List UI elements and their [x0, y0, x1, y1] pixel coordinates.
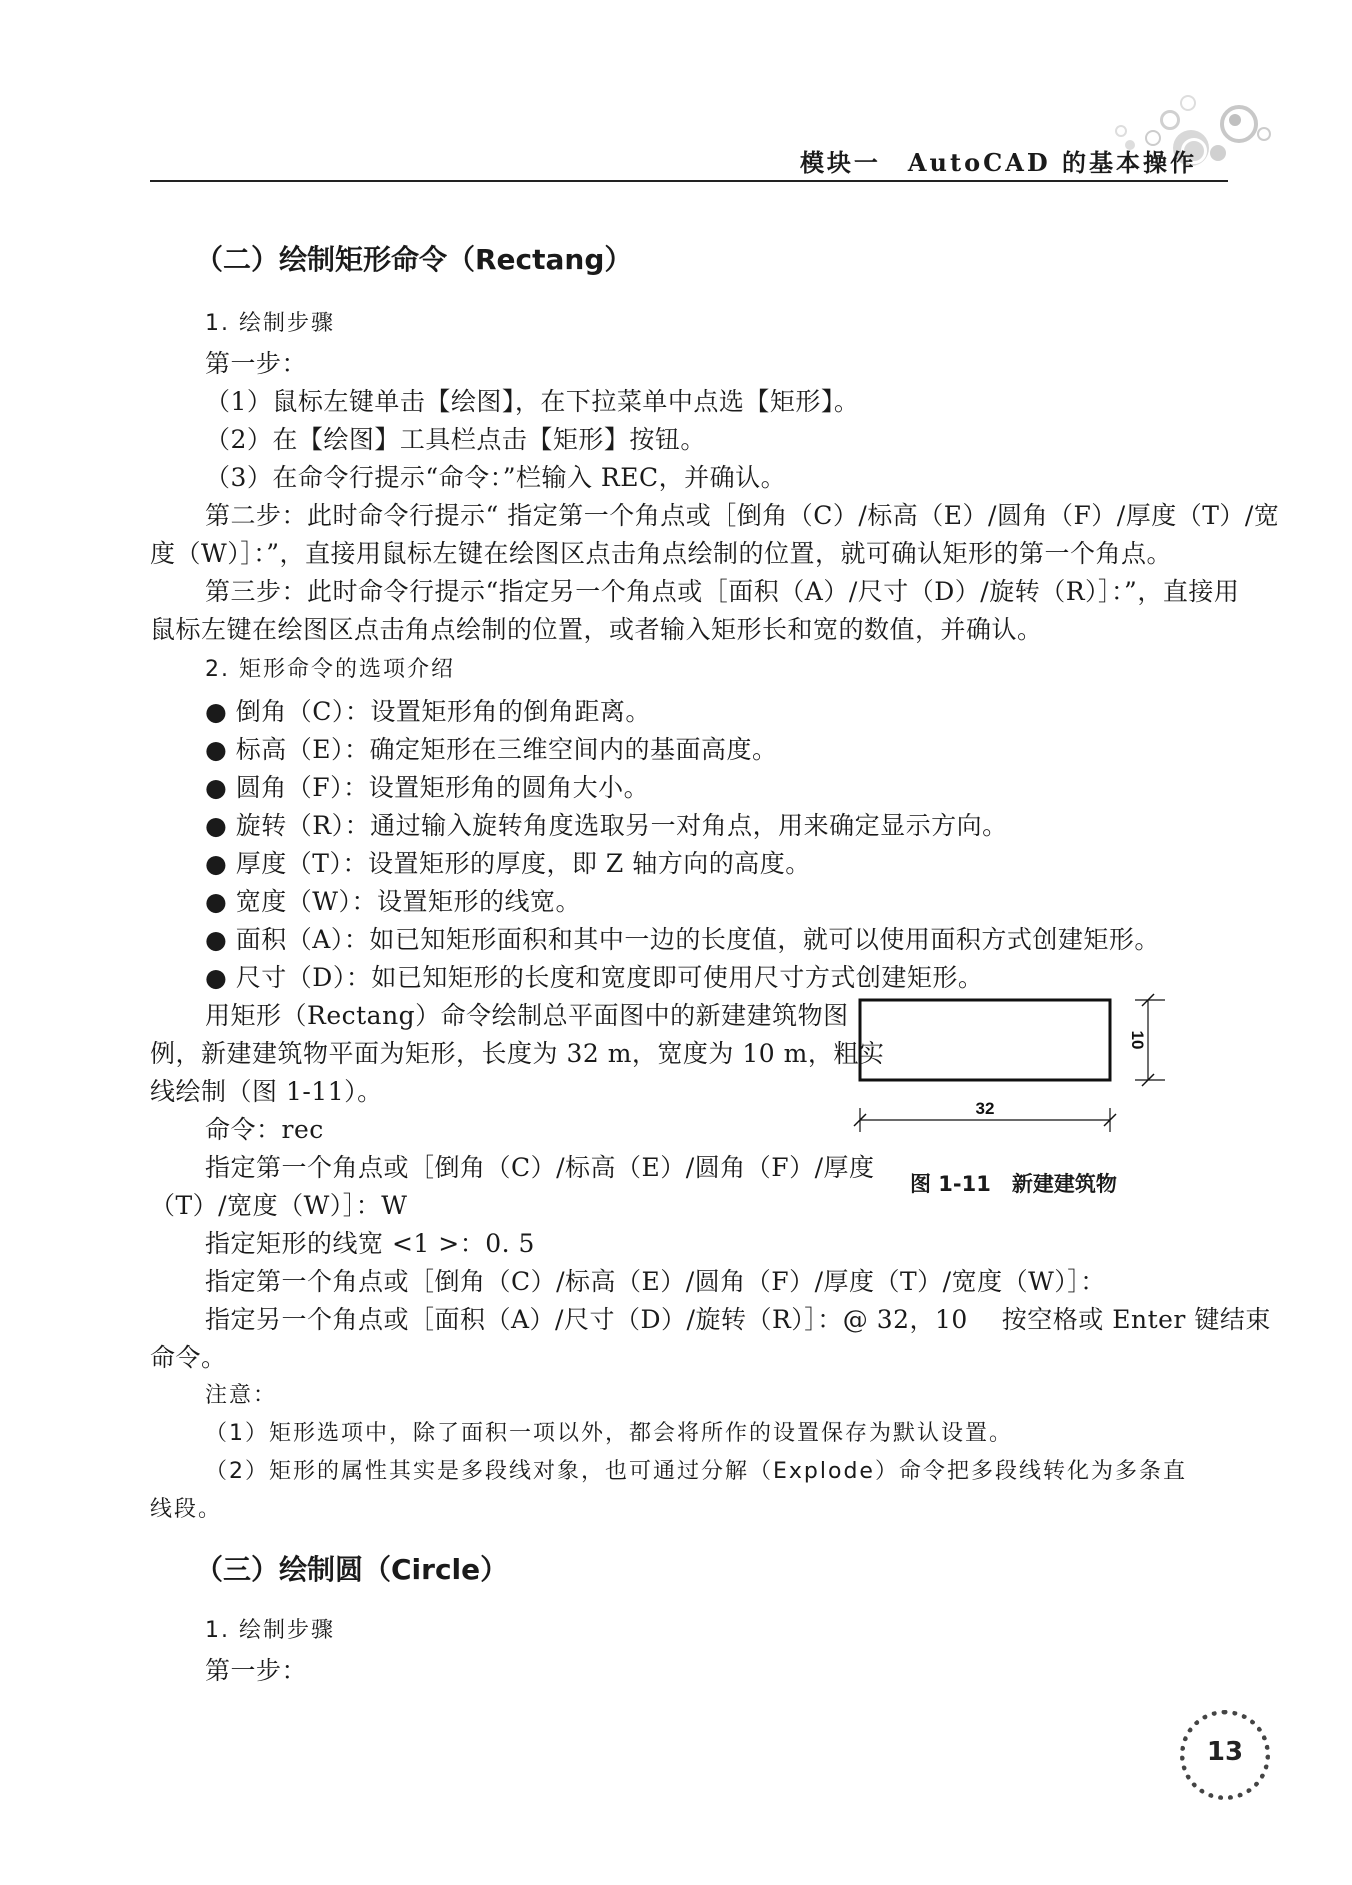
paragraph: （2）在【绘图】工具栏点击【矩形】按钮。 [205, 425, 706, 454]
header-title: 模块一 AutoCAD 的基本操作 [799, 148, 1197, 177]
bullet-icon: ● [205, 735, 228, 764]
note: （1）矩形选项中，除了面积一项以外，都会将所作的设置保存为默认设置。 [205, 1421, 1013, 1446]
bullet-icon: ● [205, 773, 228, 802]
list-item: ● 旋转（R）：通过输入旋转角度选取另一对角点，用来确定显示方向。 [205, 811, 1008, 840]
note: （2）矩形的属性其实是多段线对象，也可通过分解（Explode）命令把多段线转化为多条直 [205, 1459, 1187, 1484]
page-number: 13 [1206, 1737, 1244, 1767]
header-rule [150, 180, 1228, 182]
command-line: 指定另一个角点或［面积（A）/尺寸（D）/旋转（R）］：@ 32，10 按空格或 Enter 键结束 [205, 1305, 1271, 1334]
subheading: 1. 绘制步骤 [205, 311, 335, 336]
list-item: ● 面积（A）：如已知矩形面积和其中一边的长度值，就可以使用面积方式创建矩形。 [205, 925, 1160, 954]
paragraph: （1）鼠标左键单击【绘图】，在下拉菜单中点选【矩形】。 [205, 387, 860, 416]
paragraph: 用矩形（Rectang）命令绘制总平面图中的新建建筑物图 [205, 1001, 849, 1030]
bullet-icon: ● [205, 697, 228, 726]
paragraph: 第三步：此时命令行提示“指定另一个角点或［面积（A）/尺寸（D）/旋转（R）］：”，直接用 [205, 577, 1240, 606]
bullet-icon: ● [205, 811, 228, 840]
command-line: 指定第一个角点或［倒角（C）/标高（E）/圆角（F）/厚度 [205, 1153, 875, 1182]
command-line: （T）/宽度（W）］：W [150, 1191, 408, 1220]
width-label: 32 [975, 1099, 995, 1118]
list-item: ● 尺寸（D）：如已知矩形的长度和宽度即可使用尺寸方式创建矩形。 [205, 963, 984, 992]
bullet-icon: ● [205, 849, 228, 878]
paragraph: 度（W）］：”，直接用鼠标左键在绘图区点击角点绘制的位置，就可确认矩形的第一个角点。 [150, 539, 1172, 568]
figure-1-11 [850, 990, 1190, 1140]
figure-caption: 图 1-11 新建建筑物 [910, 1172, 1117, 1196]
command-line: 命令：rec [205, 1115, 324, 1144]
bullet-icon: ● [205, 925, 228, 954]
list-item: ● 倒角（C）：设置矩形角的倒角距离。 [205, 697, 651, 726]
note: 线段。 [150, 1497, 223, 1522]
subheading: 2. 矩形命令的选项介绍 [205, 657, 455, 682]
section-title: （二）绘制矩形命令（Rectang） [195, 243, 633, 276]
list-item: ● 宽度（W）：设置矩形的线宽。 [205, 887, 581, 916]
list-item: ● 圆角（F）：设置矩形角的圆角大小。 [205, 773, 650, 802]
paragraph: 第二步：此时命令行提示“ 指定第一个角点或［倒角（C）/标高（E）/圆角（F）/厚度（T）/宽 [205, 501, 1280, 530]
command-line: 命令。 [150, 1343, 227, 1372]
step-label: 第一步： [205, 349, 308, 378]
section-title: （三）绘制圆（Circle） [195, 1553, 509, 1586]
bullet-icon: ● [205, 963, 228, 992]
building-rectangle [860, 1000, 1110, 1080]
height-label: 10 [1128, 1030, 1147, 1050]
list-item: ● 标高（E）：确定矩形在三维空间内的基面高度。 [205, 735, 778, 764]
command-line: 指定矩形的线宽 <1 >：0. 5 [205, 1229, 535, 1258]
list-item: ● 厚度（T）：设置矩形的厚度，即 Z 轴方向的高度。 [205, 849, 811, 878]
paragraph: 例，新建建筑物平面为矩形，长度为 32 m，宽度为 10 m，粗实 [150, 1039, 885, 1068]
paragraph: 线绘制（图 1-11）。 [150, 1077, 383, 1106]
paragraph: 鼠标左键在绘图区点击角点绘制的位置，或者输入矩形长和宽的数值，并确认。 [150, 615, 1043, 644]
note-heading: 注意： [205, 1383, 278, 1408]
subheading: 1. 绘制步骤 [205, 1618, 335, 1643]
bullet-icon: ● [205, 887, 228, 916]
step-label: 第一步： [205, 1656, 308, 1685]
command-line: 指定第一个角点或［倒角（C）/标高（E）/圆角（F）/厚度（T）/宽度（W）］： [205, 1267, 1106, 1296]
paragraph: （3）在命令行提示“命令：”栏输入 REC，并确认。 [205, 463, 787, 492]
